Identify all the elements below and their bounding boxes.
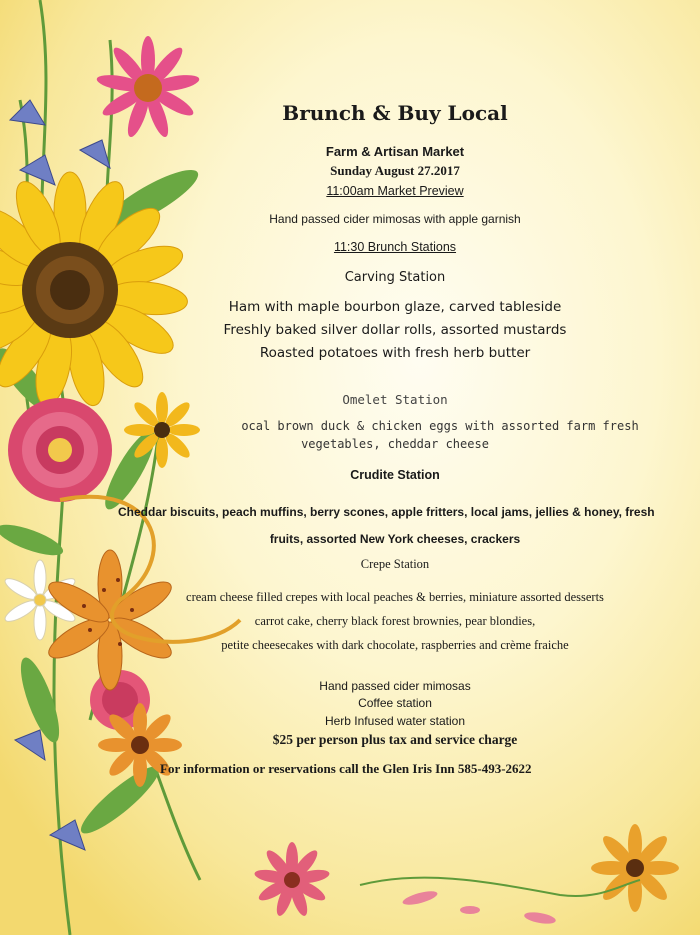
carving-heading: Carving Station [344, 270, 446, 285]
omelet-item: ocal brown duck & chicken eggs with assorted farm fresh [241, 419, 639, 433]
petal-icon [401, 889, 556, 926]
event-date: Sunday August 27.2017 [330, 163, 460, 178]
carving-item: Ham with maple bourbon glaze, carved tableside [228, 299, 562, 315]
omelet-item: vegetables, cheddar cheese [301, 437, 489, 451]
crudite-heading: Crudite Station [350, 468, 440, 482]
crepe-item: carrot cake, cherry black forest brownies, pear blondies, [254, 614, 536, 628]
price-line: $25 per person plus tax and service charge [272, 732, 518, 747]
extras-item: Hand passed cider mimosas [319, 679, 471, 693]
carving-item: Roasted potatoes with fresh herb butter [259, 345, 531, 361]
bottom-orange-flower-icon [591, 824, 679, 912]
contact-line: For information or reservations call the Glen Iris Inn 585-493-2622 [160, 761, 532, 776]
extras-item: Coffee station [358, 696, 432, 710]
crudite-item: Cheddar biscuits, peach muffins, berry scones, apple fritters, local jams, jellies & honey, fresh [118, 505, 655, 519]
stations-heading: 11:30 Brunch Stations [333, 240, 457, 254]
preview-item: Hand passed cider mimosas with apple garnish [269, 212, 521, 226]
preview-heading: 11:00am Market Preview [326, 184, 464, 198]
menu-subtitle: Farm & Artisan Market [325, 144, 465, 159]
extras-item: Herb Infused water station [324, 714, 466, 728]
menu-title: Brunch & Buy Local [282, 101, 508, 125]
crepe-heading: Crepe Station [360, 557, 430, 571]
bottom-stem [360, 878, 640, 896]
crepe-item: petite cheesecakes with dark chocolate, raspberries and crème fraiche [221, 638, 569, 652]
bottom-pink-flower-icon [254, 842, 331, 918]
crepe-item: cream cheese filled crepes with local peaches & berries, miniature assorted desserts [186, 590, 604, 604]
crudite-item: fruits, assorted New York cheeses, crackers [269, 532, 521, 546]
omelet-heading: Omelet Station [342, 392, 448, 407]
carving-item: Freshly baked silver dollar rolls, assorted mustards [223, 322, 567, 338]
